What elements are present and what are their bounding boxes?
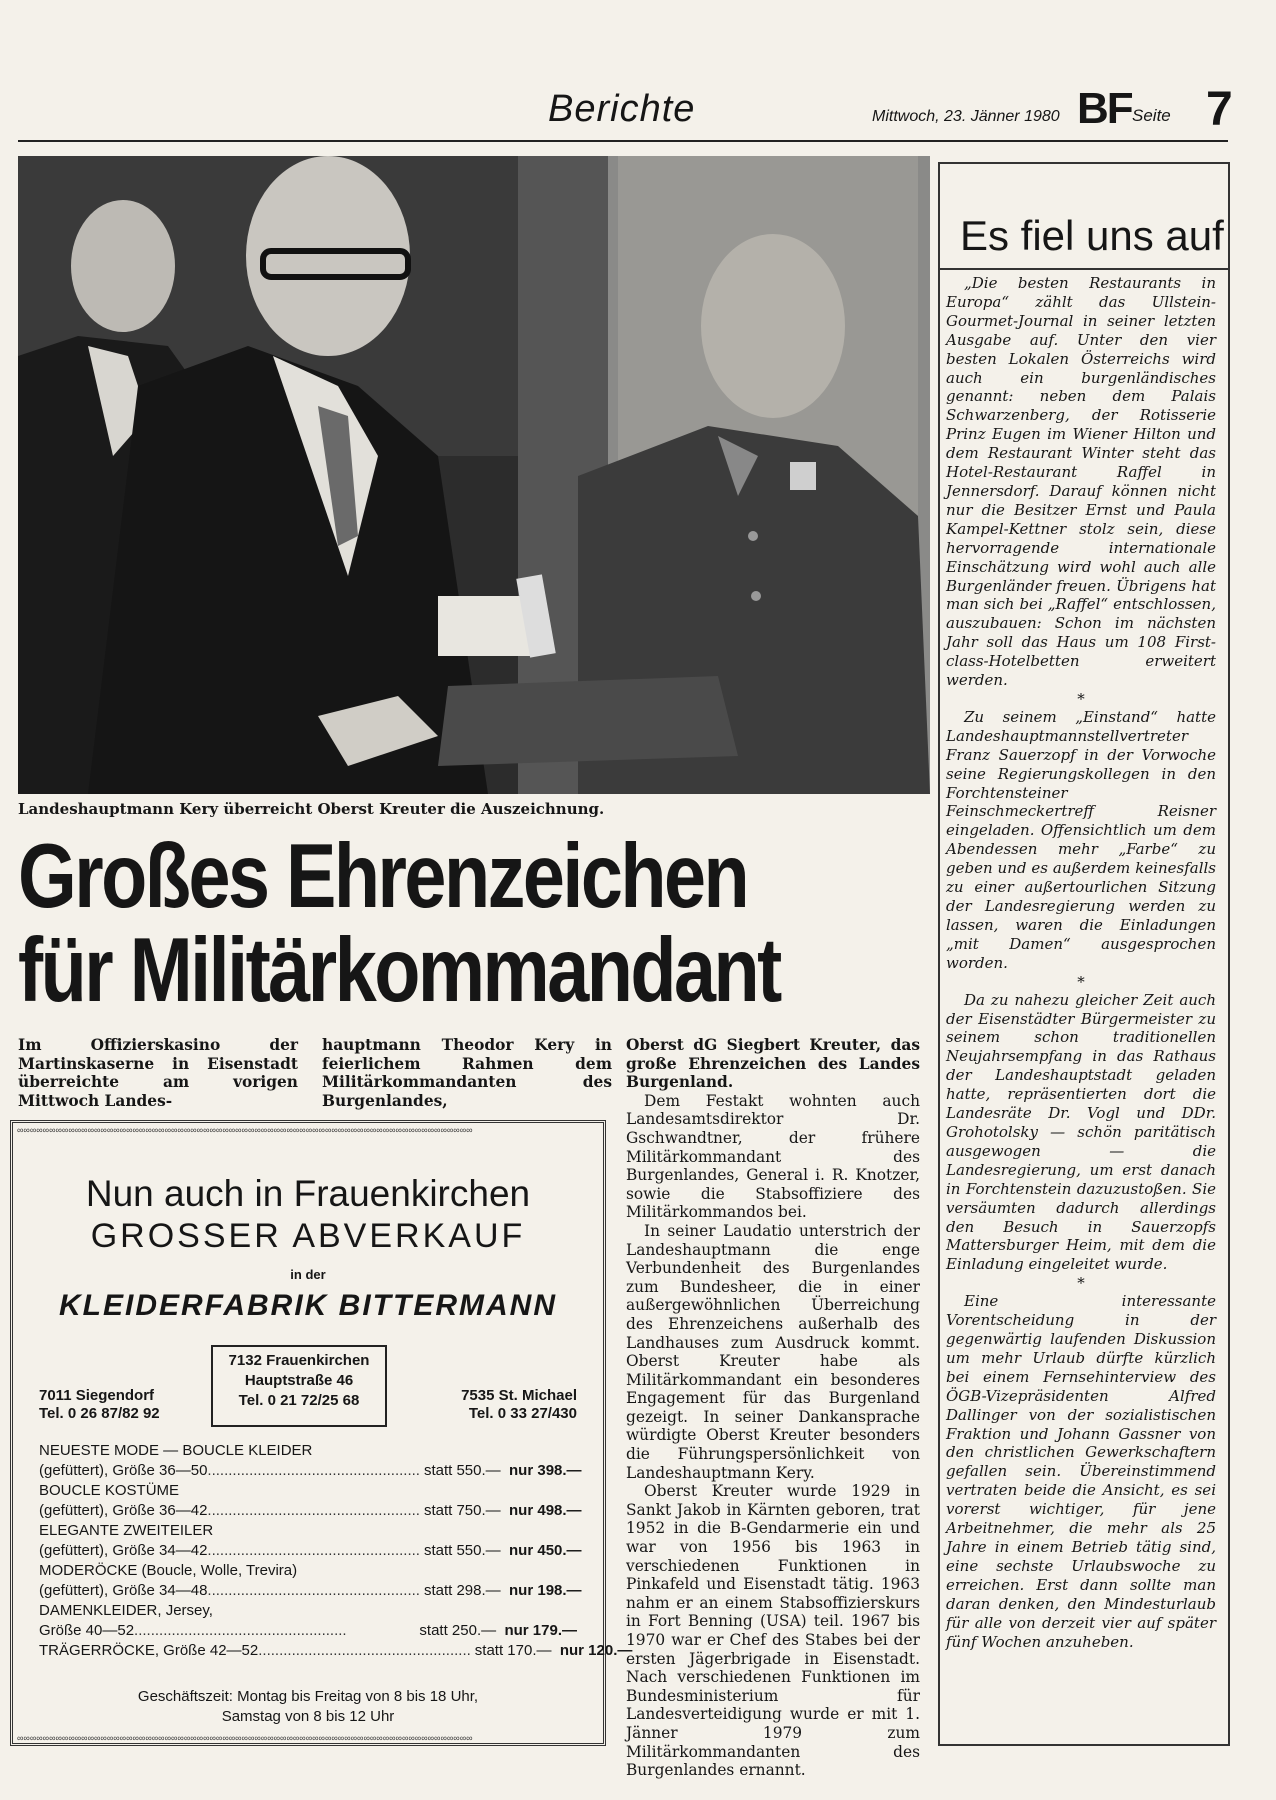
ad-item-desc: (gefüttert), Größe 36—42 [39, 1502, 208, 1519]
ad-item-desc: (gefüttert), Größe 34—42 [39, 1542, 208, 1559]
ad-item-name: BOUCLE KOSTÜME [39, 1482, 180, 1499]
ad-new-price: nur 450.— [509, 1542, 582, 1559]
ad-item-row [39, 1501, 582, 1521]
ad-main-address [211, 1345, 387, 1427]
ad-item-row [39, 1541, 582, 1561]
ad-item-row [39, 1641, 633, 1661]
ad-item-desc: TRÄGERRÖCKE, Größe 42—52 [39, 1642, 259, 1659]
section-title: Berichte [548, 88, 696, 130]
page-number: 7 [1206, 83, 1233, 136]
photo-caption: Landeshauptmann Kery überreicht Oberst Kreuter die Auszeichnung. [18, 800, 605, 818]
ad-new-price: nur 179.— [504, 1622, 577, 1639]
ad-connector: in der [290, 1267, 326, 1282]
leader-dots: ................................................... [207, 1502, 420, 1519]
separator-star: * [1077, 972, 1085, 991]
sidebar-paragraph: Da zu nahezu gleicher Zeit auch der Eisenstädter Bürgermeister zu seinem schon traditionellen Neujahrsempfang in das Rathaus der Landeshauptstadt geladen hatte, repräsentierten dort die Landesräte Dr. Vogl und DDr. Grohotolsky — schön paritätisch ausgewogen — die Landesregierung, um erst danach in Forchtenstein dazuzustoßen. Sie versäumten dadurch allerdings den Besuch in Sauerzopfs Mattersburger Heim, mit dem die Einladung eingeleitet wurde. [946, 990, 1216, 1274]
page-label: Seite [1132, 106, 1171, 125]
header-rule [18, 140, 1228, 142]
separator-star: * [1077, 1274, 1085, 1293]
article-paragraph: Dem Festakt wohnten auch Landesamtsdirektor Dr. Gschwandtner, der frühere Militärkommandant des Burgenlandes, General i. R. Knotzer, sowie die Stabsoffiziere des Militärkommandos bei. [626, 1091, 920, 1222]
news-photo [18, 156, 930, 794]
ad-old-price: statt 250.— [419, 1622, 497, 1639]
sidebar-column [938, 162, 1230, 1746]
ad-main-address-line: Tel. 0 21 72/25 68 [238, 1392, 360, 1409]
ad-item-name: ELEGANTE ZWEITEILER [39, 1522, 214, 1539]
ad-old-price: statt 750.— [423, 1502, 501, 1519]
ad-old-price: statt 170.— [474, 1642, 552, 1659]
ad-opening-hours [31, 1687, 585, 1727]
leader-dots: ................................................... [207, 1462, 420, 1479]
ad-ornament-border: ∞∞∞∞∞∞∞∞∞∞∞∞∞∞∞∞∞∞∞∞∞∞∞∞∞∞∞∞∞∞∞∞∞∞∞∞∞∞∞∞∞∞∞∞∞∞∞∞∞∞∞∞∞∞∞∞∞∞∞∞∞∞∞∞∞∞∞∞∞∞∞ [17, 1125, 473, 1135]
article-paragraph: Oberst Kreuter wurde 1929 in Sankt Jakob in Kärnten geboren, trat 1952 in die B-Gendarmerie ein und war von 1956 bis 1963 in verschiedenen Funktionen in Pinkafeld und Eisenstadt tätig. 1963 nahm er an einem Stabsoffizierskurs in Fort Benning (USA) teil. 1967 bis 1970 war er Chef des Stabes bei der ersten Jägerbrigade in Eisenstadt. Nach verschiedenen Funktionen im Bundesministerium für Landesverteidigung wurde er mit 1. Jänner 1979 zum Militärkommandanten des Burgenlandes ernannt. [626, 1482, 920, 1780]
ad-old-price: statt 550.— [423, 1542, 501, 1559]
ad-ornament-border: ∞∞∞∞∞∞∞∞∞∞∞∞∞∞∞∞∞∞∞∞∞∞∞∞∞∞∞∞∞∞∞∞∞∞∞∞∞∞∞∞∞∞∞∞∞∞∞∞∞∞∞∞∞∞∞∞∞∞∞∞∞∞∞∞∞∞∞∞∞∞∞ [17, 1733, 473, 1743]
ad-new-price: nur 120.— [559, 1642, 633, 1659]
ad-item-desc: (gefüttert), Größe 36—50 [39, 1462, 208, 1479]
leader-dots: ................................................... [134, 1622, 347, 1639]
ad-address-line: Tel. 0 33 27/430 [468, 1405, 577, 1422]
ad-address-line: Tel. 0 26 87/82 92 [39, 1405, 160, 1422]
ad-item-name: MODERÖCKE (Boucle, Wolle, Trevira) [39, 1562, 298, 1579]
sidebar-paragraph: Zu seinem „Einstand“ hatte Landeshauptmannstellvertreter Franz Sauerzopf in der Vorwoche seine Regierungskollegen in den Forchtensteiner Feinschmeckertreff Reisner eingeladen. Offensichtlich um dem Abendessen mehr „Farbe“ zu geben und es außerdem keinesfalls zu einer außertourlichen Sitzung der Landesregierung werden zu lassen, waren die Einladungen „mit Damen“ ausgesprochen worden. [946, 707, 1216, 972]
article-paragraph: In seiner Laudatio unterstrich der Landeshauptmann die enge Verbundenheit des Burgenlandes zum Bundesheer, die in einer außergewöhnlichen Überreichung des Ehrenzeichens außerhalb des Landhauses zum Ausdruck kommt. Oberst Kreuter habe als Militärkommandant ein besonderes Engagement für das Burgenland gezeigt. In seiner Dankansprache würdigte Oberst Kreuter besonders die Führungspersönlichkeit von Landeshauptmann Kery. [626, 1221, 920, 1482]
leader-dots: ................................................... [207, 1582, 420, 1599]
ad-branch-address-right [461, 1387, 577, 1423]
sidebar-title-rule [940, 268, 1228, 270]
ad-branch-address-left [39, 1387, 160, 1423]
advertisement [10, 1120, 633, 1746]
article-paragraph: Im Offizierskasino der Martinskaserne in Eisenstadt überreichte am vorigen Mittwoch Landes- [18, 1036, 298, 1110]
issue-date: Mittwoch, 23. Jänner 1980 [872, 108, 1060, 125]
separator-star: * [1077, 689, 1085, 708]
ad-item-desc: (gefüttert), Größe 34—48 [39, 1582, 208, 1599]
ad-main-address-line: Hauptstraße 46 [244, 1372, 354, 1389]
sidebar-paragraph: „Die besten Restaurants in Europa“ zählt das Ullstein-Gourmet-Journal in seiner letzten Ausgabe auf. Unter den vier besten Lokalen Österreichs wird auch ein burgenländisches genannt: neben dem Palais Schwarzenberg, der Rotisserie Prinz Eugen im Wiener Hilton und dem Restaurant Winter steht das Hotel-Restaurant Raffel in Jennersdorf. Darauf können nicht nur die Besitzer Ernst und Paula Kampel-Kettner stolz sein, diese hervorragende internationale Einschätzung wird wohl auch alle Burgenländer freuen. Übrigens hat man sich bei „Raffel“ entschlossen, auszubauen: Schon im nächsten Jahr soll das Haus um 108 First-class-Hotelbetten erweitert werden. [946, 274, 1216, 690]
sidebar-title: Es fiel uns auf [960, 212, 1224, 259]
ad-item-desc: Größe 40—52 [39, 1622, 135, 1639]
ad-headline: Nun auch in Frauenkirchen [85, 1173, 531, 1214]
ad-old-price: statt 298.— [423, 1582, 501, 1599]
ad-hours-line: Geschäftszeit: Montag bis Freitag von 8 bis 18 Uhr, [137, 1688, 479, 1705]
ad-item-name: DAMENKLEIDER, Jersey, [39, 1602, 213, 1619]
ad-price-list [39, 1441, 633, 1661]
ad-item-name: NEUESTE MODE — BOUCLE KLEIDER [39, 1442, 313, 1459]
article-column-1 [18, 1036, 298, 1110]
article-headline [18, 826, 780, 1021]
ad-new-price: nur 198.— [509, 1582, 582, 1599]
leader-dots: ................................................... [258, 1642, 471, 1659]
headline-line-2: für Militärkommandant [18, 920, 780, 1021]
ad-new-price: nur 398.— [509, 1462, 582, 1479]
newspaper-logo: BF [1077, 84, 1132, 133]
ad-address-line: 7011 Siegendorf [39, 1387, 155, 1404]
photo-illustration [18, 156, 930, 794]
ad-address-line: 7535 St. Michael [461, 1387, 577, 1404]
ad-hours-line: Samstag von 8 bis 12 Uhr [221, 1708, 395, 1725]
article-paragraph: hauptmann Theodor Kery in feierlichem Rahmen dem Militärkommandanten des Burgenlandes, [322, 1036, 612, 1110]
ad-main-address-line: 7132 Frauenkirchen [228, 1352, 370, 1369]
ad-old-price: statt 550.— [423, 1462, 501, 1479]
sidebar-paragraph: Eine interessante Vorentscheidung in der gegenwärtig laufenden Diskussion um mehr Urlaub dürfte kürzlich bei einem Fernsehinterview des ÖGB-Vizepräsidenten Alfred Dallinger von der sozialistischen Fraktion und Johann Gassner von den christlichen Gewerkschaftern gefallen sein. Übereinstimmend vertraten beide die Ansicht, es sei vorerst wichtiger, für jene Arbeitnehmer, die mehr als 25 Jahre in einem Betrieb tätig sind, eine sechste Urlaubswoche zu erreichen. Erst dann sollte man daran denken, den Mindesturlaub für alle von derzeit vier auf später fünf Wochen anzuheben. [946, 1292, 1216, 1651]
ad-item-row [39, 1461, 582, 1481]
ad-item-row [39, 1581, 582, 1601]
ad-new-price: nur 498.— [509, 1502, 582, 1519]
article-paragraph: Oberst dG Siegbert Kreuter, das große Ehrenzeichen des Landes Burgenland. [626, 1036, 920, 1092]
ad-subheadline: GROSSER ABVERKAUF [90, 1217, 526, 1255]
sidebar-text [946, 274, 1216, 1651]
ad-item-row [39, 1621, 577, 1641]
article-column-2 [322, 1036, 612, 1110]
leader-dots: ................................................... [207, 1542, 420, 1559]
ad-company-name: KLEIDERFABRIK BITTERMANN [59, 1289, 557, 1322]
headline-line-1: Großes Ehrenzeichen [18, 826, 748, 927]
article-column-3 [626, 1036, 920, 1780]
